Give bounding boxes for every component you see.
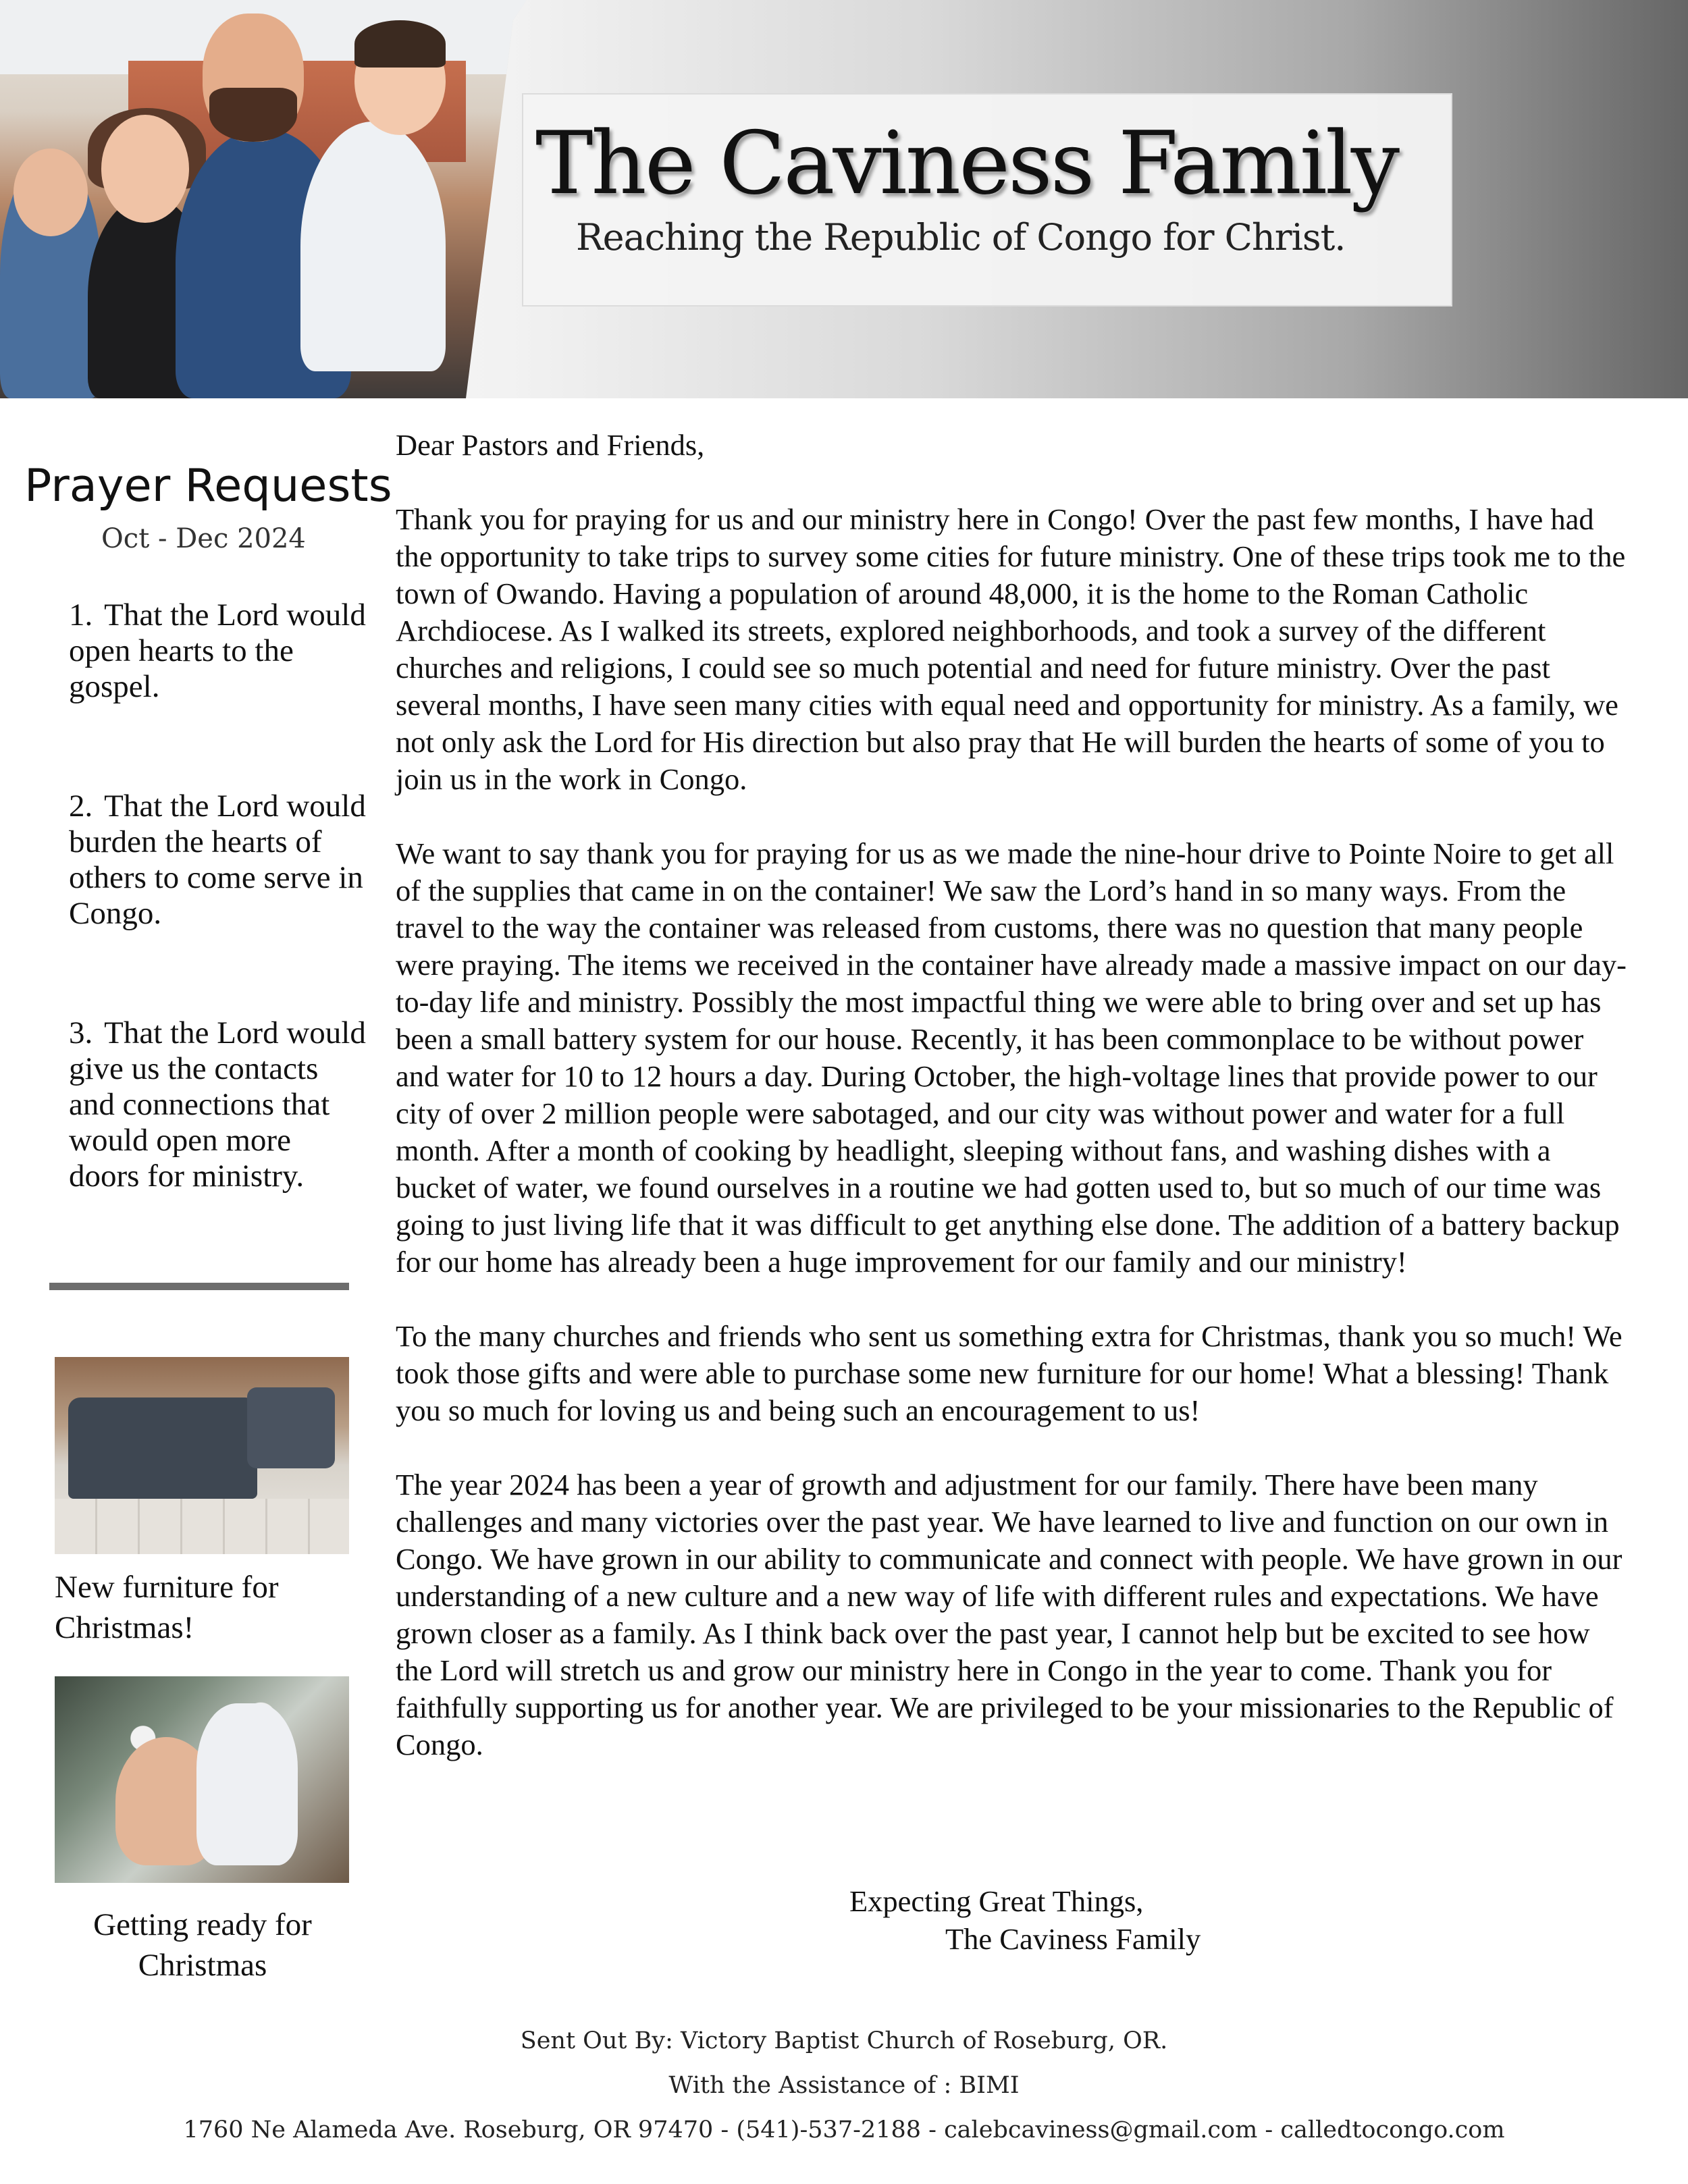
furniture-photo xyxy=(55,1357,349,1554)
letter-signature: The Caviness Family xyxy=(945,1922,1201,1956)
footer-sent-by: Sent Out By: Victory Baptist Church of Roseburg, OR. xyxy=(520,2027,1168,2054)
letter-closing: Expecting Great Things, xyxy=(849,1884,1144,1918)
footer-contact: 1760 Ne Alameda Ave. Roseburg, OR 97470 - (541)-537-2188 - calebcaviness@gmail.com - calledtocongo.com xyxy=(183,2116,1505,2143)
prayer-request-2: 2. That the Lord would burden the hearts of others to come serve in Congo. xyxy=(69,789,366,931)
family-photo xyxy=(0,0,527,398)
page-subtitle: Reaching the Republic of Congo for Christ. xyxy=(576,216,1346,259)
prayer-request-3: 3. That the Lord would give us the contacts and connections that would open more doors for ministry. xyxy=(69,1015,366,1194)
furniture-caption: New furniture for Christmas! xyxy=(55,1570,279,1645)
footer-assistance: With the Assistance of : BIMI xyxy=(668,2072,1020,2099)
footer xyxy=(0,2019,1688,2152)
letter-paragraph: We want to say thank you for praying for us as we made the nine-hour drive to Pointe Noire to get all of the supplies that came in on the container! We saw the Lord’s hand in so many ways. From the travel to the way the container was released from customs, there was no question that many people were praying. The items we received in the container have already made a massive impact on our day-to-day life and ministry. Possibly the most impactful thing we were able to bring over and set up has been a small battery system for our house. Recently, it has been commonplace to be without power and water for 10 to 12 hours a day. During October, the high-voltage lines that provide power to our city of over 2 million people were sabotaged, and our city was without power and water for a full month. After a month of cooking by headlight, sleeping without fans, and washing dishes with a bucket of water, we found ourselves in a routine we had gotten used to, but so much of our time was going to just living life that it was difficult to get anything else done. The addition of a battery backup for our home has already been a huge improvement for our family and our ministry! xyxy=(396,836,1627,1279)
letter-paragraph: The year 2024 has been a year of growth and adjustment for our family. There have been many challenges and many victories over the past year. We have learned to live and function on our own in Congo. We have grown in our ability to communicate and connect with people. We have grown in our understanding of a new culture and a new way of life with different rules and expectations. We have grown closer as a family. As I think back over the past year, I cannot help but be excited to see how the Lord will stretch us and grow our ministry here in Congo in the year to come. Thank you for faithfully supporting us for another year. We are privileged to be your missionaries to the Republic of Congo. xyxy=(396,1468,1623,1761)
letter-greeting: Dear Pastors and Friends, xyxy=(396,428,705,462)
letter-paragraph: To the many churches and friends who sent us something extra for Christmas, thank you so much! We took those gifts and were able to purchase some new furniture for our home! What a blessing! Thank you so much for loving us and being such an encouragement to us! xyxy=(396,1319,1623,1427)
prayer-requests-heading: Prayer Requests xyxy=(24,459,392,512)
kids-caption: Getting ready for Christmas xyxy=(93,1907,312,1983)
header-banner xyxy=(0,0,1688,398)
letter-body xyxy=(396,427,1631,1801)
kids-photo xyxy=(55,1676,349,1883)
prayer-requests-period: Oct - Dec 2024 xyxy=(101,523,306,554)
letter-paragraph: Thank you for praying for us and our ministry here in Congo! Over the past few months, I have had the opportunity to take trips to survey some cities for future ministry. One of these trips took me to the town of Owando. Having a population of around 48,000, it is the home to the Roman Catholic Archdiocese. As I walked its streets, explored neighborhoods, and took a survey of the different churches and religions, I could see so much potential and need for future ministry. Over the past several months, I have seen many cities with equal need and opportunity for ministry. As a family, we not only ask the Lord for His direction but also pray that He will burden the hearts of some of you to join us in the work in Congo. xyxy=(396,502,1626,796)
letter-signoff xyxy=(849,1882,1201,1958)
prayer-request-1: 1. That the Lord would open hearts to the gospel. xyxy=(69,597,366,704)
page-title: The Caviness Family xyxy=(535,113,1398,214)
sidebar-divider xyxy=(49,1283,349,1290)
title-box xyxy=(522,93,1452,307)
